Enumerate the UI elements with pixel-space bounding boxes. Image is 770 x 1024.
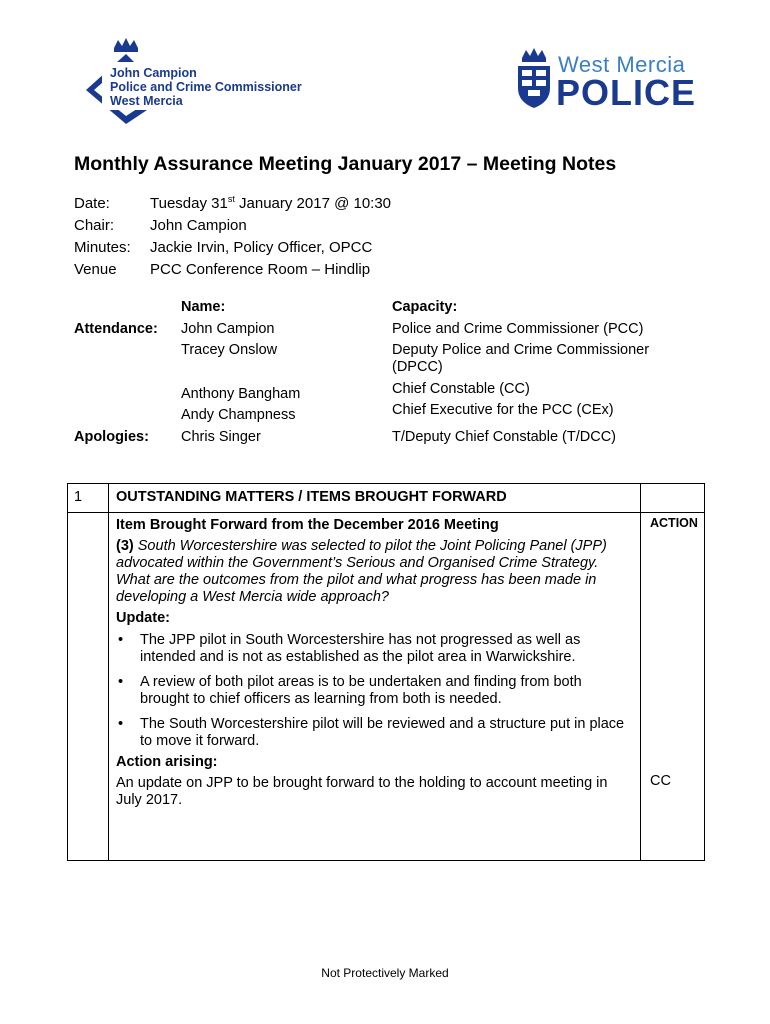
item-title: Item Brought Forward from the December 2016 Meeting <box>116 517 499 533</box>
attendee-capacity: Police and Crime Commissioner (PCC) <box>392 321 644 337</box>
table-divider <box>108 483 109 861</box>
action-header: ACTION <box>650 516 698 530</box>
attendee-capacity: Deputy Police and Crime Commissioner <box>392 342 650 358</box>
apology-capacity: T/Deputy Chief Constable (T/DCC) <box>392 429 617 445</box>
section-heading: OUTSTANDING MATTERS / ITEMS BROUGHT FORWARD <box>116 489 507 505</box>
police-crest-icon <box>514 48 554 110</box>
footer-marking: Not Protectively Marked <box>321 966 449 980</box>
list-item: • The South Worcestershire pilot will be reviewed and a structure put in place to move it forward. <box>116 716 634 750</box>
date-value: Tuesday 31st January 2017 @ 10:30 <box>150 194 392 212</box>
police-logo-area: West Mercia <box>558 52 686 77</box>
list-item: • The JPP pilot in South Worcestershire has not progressed as well as intended and is not as established as the pilot area in Warwickshire. <box>116 632 634 666</box>
table-divider <box>67 512 705 513</box>
update-list <box>116 632 634 750</box>
item-question: (3) South Worcestershire was selected to pilot the Joint Policing Panel (JPP) advocated within the Government’s Serious and Organised Crime Strategy. What are the outcomes from the pilot and what progress has been made in developing a West Mercia wide approach? <box>116 538 607 605</box>
section-number: 1 <box>74 489 83 505</box>
attendee-name: Tracey Onslow <box>181 342 278 358</box>
attendee-name: John Campion <box>181 321 275 337</box>
minutes-label: Minutes: <box>74 239 131 256</box>
capacity-header: Capacity: <box>392 299 458 315</box>
police-logo-word: POLICE <box>556 72 697 113</box>
name-header: Name: <box>181 299 226 315</box>
venue-value: PCC Conference Room – Hindlip <box>150 261 371 278</box>
attendance-label: Attendance: <box>74 321 158 337</box>
attendee-name: Andy Champness <box>181 407 296 423</box>
list-item: • A review of both pilot areas is to be undertaken and finding from both brought to chief officers as learning from both is needed. <box>116 674 634 708</box>
pcc-area: West Mercia <box>110 94 183 108</box>
attendee-capacity: Chief Executive for the PCC (CEx) <box>392 402 614 418</box>
minutes-value: Jackie Irvin, Policy Officer, OPCC <box>150 239 373 256</box>
attendee-capacity-cont: (DPCC) <box>392 359 443 375</box>
action-text: An update on JPP to be brought forward to the holding to account meeting in July 2017. <box>116 775 608 808</box>
page-title: Monthly Assurance Meeting January 2017 – Meeting Notes <box>74 153 617 175</box>
apologies-label: Apologies: <box>74 429 149 445</box>
table-divider <box>640 483 641 861</box>
apology-name: Chris Singer <box>181 429 261 445</box>
attendee-capacity: Chief Constable (CC) <box>392 381 530 397</box>
attendee-name: Anthony Bangham <box>181 386 301 402</box>
date-label: Date: <box>74 195 110 212</box>
pcc-role: Police and Crime Commissioner <box>110 80 302 94</box>
pcc-logo-text <box>110 66 302 108</box>
action-arising-label: Action arising: <box>116 754 218 770</box>
chair-label: Chair: <box>74 217 115 234</box>
update-label: Update: <box>116 610 170 626</box>
crown-icon <box>114 38 138 52</box>
pcc-name: John Campion <box>110 66 197 80</box>
action-owner: CC <box>650 773 671 789</box>
venue-label: Venue <box>74 261 117 278</box>
item-body <box>116 517 634 809</box>
chair-value: John Campion <box>150 217 247 234</box>
